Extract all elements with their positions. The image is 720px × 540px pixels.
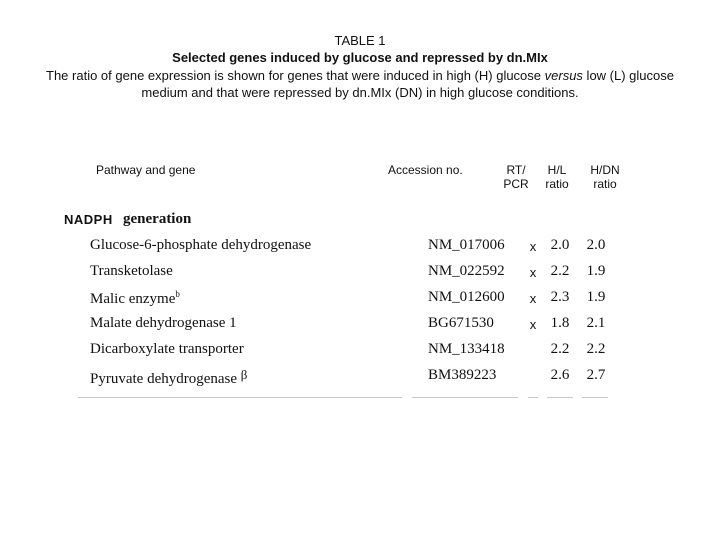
column-header-rt-pcr-line2: PCR <box>503 177 529 191</box>
accession-number: NM_022592 <box>428 263 505 279</box>
table-label: TABLE 1 <box>334 33 386 48</box>
accession-number: BG671530 <box>428 315 494 331</box>
gene-name <box>90 367 247 388</box>
gene-name-text: Malic enzyme <box>90 291 176 307</box>
table-bottom-rule-hl <box>547 397 573 398</box>
column-header-hl-line2: ratio <box>545 177 569 191</box>
column-header-rt-pcr-line1: RT/ <box>506 163 526 177</box>
accession-number: BM389223 <box>428 367 497 383</box>
table-caption <box>30 67 690 101</box>
table-row <box>0 341 720 367</box>
gene-name-text: Glucose-6-phosphate dehydrogenase <box>90 237 312 253</box>
gene-name-text: Dicarboxylate transporter <box>90 341 244 357</box>
table-bottom-rule-accession <box>412 397 518 398</box>
caption-text-end: low (L) glucose medium and that were repressed by dn.MIx (DN) in high glucose conditions. <box>141 68 674 100</box>
rt-pcr-mark: x <box>529 265 537 280</box>
gene-name-text: Transketolase <box>90 263 173 279</box>
hl-ratio: 2.3 <box>550 289 570 305</box>
hl-ratio: 1.8 <box>550 315 570 331</box>
table-bottom-rule-rt <box>528 397 538 398</box>
hl-ratio: 2.0 <box>550 237 570 253</box>
gene-name <box>90 289 180 308</box>
accession-number: NM_012600 <box>428 289 505 305</box>
hdn-ratio: 1.9 <box>586 263 606 279</box>
table-row <box>0 237 720 263</box>
hdn-ratio: 2.1 <box>586 315 606 331</box>
column-header-hdn-line2: ratio <box>593 177 617 191</box>
hl-ratio: 2.2 <box>550 263 570 279</box>
gene-name <box>90 315 237 332</box>
accession-number: NM_017006 <box>428 237 505 253</box>
gene-name <box>90 263 173 280</box>
table-row <box>0 315 720 341</box>
caption-text-start: The ratio of gene expression is shown for genes that were induced in high (H) glucose <box>46 68 545 83</box>
gene-name <box>90 237 311 254</box>
column-header-rt-pcr <box>496 163 536 191</box>
section-heading-generation: generation <box>123 211 192 227</box>
hdn-ratio: 2.0 <box>586 237 606 253</box>
rt-pcr-mark: x <box>529 239 537 254</box>
hdn-ratio: 2.2 <box>586 341 606 357</box>
column-header-pathway: Pathway and gene <box>96 163 196 177</box>
table-row <box>0 263 720 289</box>
column-header-hl-ratio <box>539 163 575 191</box>
rt-pcr-mark: x <box>529 291 537 306</box>
table-row <box>0 367 720 393</box>
section-heading-nadph: NADPH <box>64 212 113 227</box>
column-header-hdn-ratio <box>583 163 627 191</box>
table-bottom-rule-gene <box>78 397 402 398</box>
footnote-marker: b <box>175 289 180 299</box>
gene-name-text: Pyruvate dehydrogenase <box>90 371 238 387</box>
column-header-accession: Accession no. <box>388 163 463 177</box>
hl-ratio: 2.6 <box>550 367 570 383</box>
footnote-symbol: β <box>240 367 248 382</box>
hdn-ratio: 1.9 <box>586 289 606 305</box>
hl-ratio: 2.2 <box>550 341 570 357</box>
table-row <box>0 289 720 315</box>
accession-number: NM_133418 <box>428 341 505 357</box>
rt-pcr-mark: x <box>529 317 537 332</box>
column-header-hdn-line1: H/DN <box>590 163 620 177</box>
caption-emphasis: versus <box>544 68 583 83</box>
gene-name <box>90 341 244 358</box>
table-bottom-rule-hdn <box>582 397 608 398</box>
column-header-hl-line1: H/L <box>547 163 567 177</box>
hdn-ratio: 2.7 <box>586 367 606 383</box>
gene-name-text: Malate dehydrogenase 1 <box>90 315 237 331</box>
table-title: Selected genes induced by glucose and repressed by dn.MIx <box>172 50 548 65</box>
